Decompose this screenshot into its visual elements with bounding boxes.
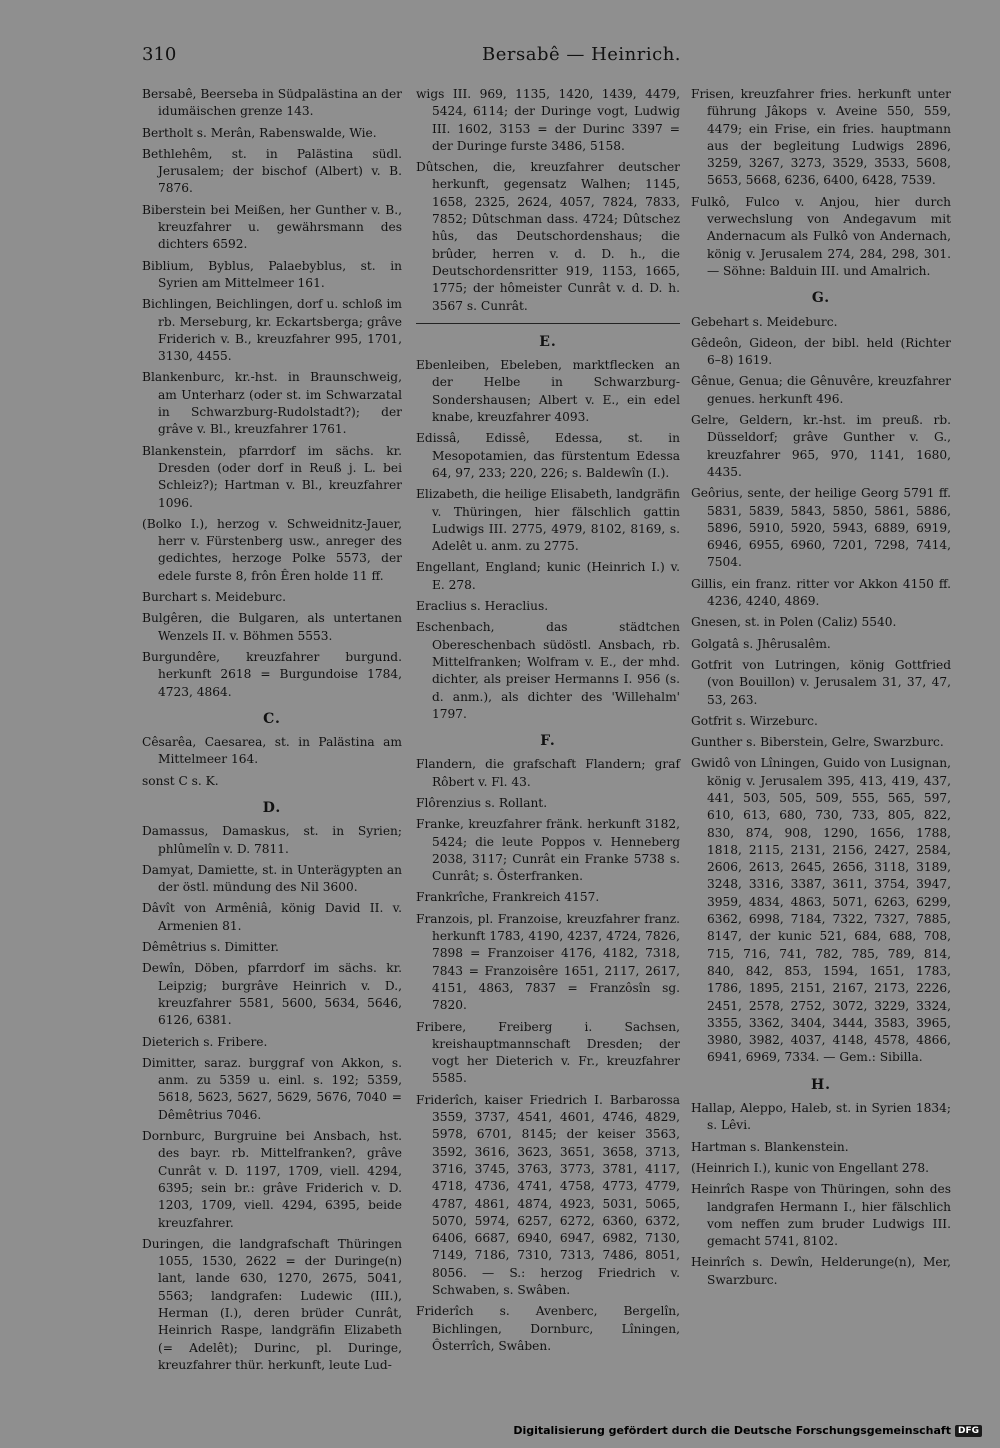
index-entry: Hartman s. Blankenstein. bbox=[691, 1139, 849, 1154]
funding-footer bbox=[513, 1424, 982, 1437]
index-entry: Bethlehêm, st. in Palästina südl. Jerusalem; der bischof (Albert) v. B. 7876. bbox=[142, 146, 402, 196]
index-entry: Ebenleiben, Ebeleben, marktflecken an der Helbe in Schwarzburg-Sondershausen; Albert v. E., ein edel knabe, kreuzfahrer 4093. bbox=[416, 358, 680, 425]
index-entry: Golgatâ s. Jhêrusalêm. bbox=[691, 636, 831, 651]
index-entry: Dâvît von Armêniâ, könig David II. v. Armenien 81. bbox=[142, 901, 402, 933]
section-letter-h: H. bbox=[810, 1076, 832, 1093]
section-letter-c: C. bbox=[263, 710, 281, 727]
index-entry: Flandern, die grafschaft Flandern; graf Rôbert v. Fl. 43. bbox=[416, 757, 680, 789]
index-entry: Bichlingen, Beichlingen, dorf u. schloß im rb. Merseburg, kr. Eckartsberga; grâve Friderich v. B., kreuzfahrer 995, 1701, 3130, 4455. bbox=[142, 297, 402, 364]
index-entry: Frankrîche, Frankreich 4157. bbox=[416, 890, 600, 905]
index-entry: Geôrius, sente, der heilige Georg 5791 ff. 5831, 5839, 5843, 5850, 5861, 5886, 5896, 5910, 5920, 5943, 6889, 6919, 6946, 6955, 6960, 7201, 7298, 7414, 7504. bbox=[691, 486, 951, 570]
index-entry: Edissâ, Edissê, Edessa, st. in Mesopotamien, das fürstentum Edessa 64, 97, 233; 220, 226; s. Baldewîn (I.). bbox=[416, 431, 680, 480]
index-entry: Gunther s. Biberstein, Gelre, Swarzburc. bbox=[691, 735, 944, 750]
section-letter-d: D. bbox=[262, 799, 282, 816]
index-entry: Bersabê, Beerseba in Südpalästina an der idumäischen grenze 143. bbox=[142, 87, 402, 119]
index-entry: Flôrenzius s. Rollant. bbox=[416, 795, 548, 810]
index-entry: Biberstein bei Meißen, her Gunther v. B., kreuzfahrer u. gewährsmann des dichters 6592. bbox=[142, 202, 402, 252]
index-entry: Gotfrit s. Wirzeburc. bbox=[691, 713, 818, 728]
index-entry: Franzois, pl. Franzoise, kreuzfahrer franz. herkunft 1783, 4190, 4237, 4724, 7826, 7898 = Franzoiser 4176, 4182, 7318, 7843 = Franzoisêre 1651, 2117, 2617, 4151, 4863, 7837 = Franzôsîn sg. 7820. bbox=[416, 911, 680, 1013]
index-entry: Dêmêtrius s. Dimitter. bbox=[142, 940, 279, 955]
index-entry: Biblium, Byblus, Palaebyblus, st. in Syrien am Mittelmeer 161. bbox=[142, 258, 402, 290]
index-entry: Damassus, Damaskus, st. in Syrien; phlûmelîn v. D. 7811. bbox=[142, 824, 402, 856]
index-entry: Eraclius s. Heraclius. bbox=[416, 599, 549, 614]
column-3 bbox=[691, 86, 951, 1293]
index-entry: Gwidô von Lîningen, Guido von Lusignan, könig v. Jerusalem 395, 413, 419, 437, 441, 503, 505, 509, 555, 565, 597, 610, 613, 680, 730, 733, 805, 822, 830, 874, 908, 1290, 1656, 1788, 1818, 2115, 2131, 2156, 2427, 2584, 2606, 2613, 2645, 2656, 3118, 3189, 3248, 3316, 3387, 3611, 3754, 3947, 3959, 4834, 4863, 5071, 6263, 6299, 6362, 6998, 7184, 7322, 7327, 7885, 8147, der kunic 521, 684, 688, 708, 715, 716, 741, 782, 785, 789, 814, 840, 842, 853, 1594, 1651, 1783, 1786, 1895, 2151, 2167, 2173, 2226, 2451, 2578, 2752, 3072, 3229, 3324, 3355, 3362, 3404, 3444, 3583, 3965, 3980, 3982, 4037, 4148, 4578, 4866, 6941, 6969, 7334. — Gem.: Sibilla. bbox=[691, 756, 951, 1065]
index-entry: Fribere, Freiberg i. Sachsen, kreishauptmannschaft Dresden; der vogt her Dieterich v. Fr., kreuzfahrer 5585. bbox=[416, 1019, 680, 1086]
index-entry: Dornburc, Burgruine bei Ansbach, hst. des bayr. rb. Mittelfranken?, grâve Cunrât v. D. 1197, 1709, viell. 4294, 6395; sein br.: grâve Friderich v. D. 1203, 1709, viell. 4294, 6395, beide kreuzfahrer. bbox=[142, 1129, 402, 1230]
index-entry: Frisen, kreuzfahrer fries. herkunft unter führung Jâkops v. Aveine 550, 559, 4479; ein Frise, ein fries. hauptmann aus der begleitung Ludwigs 2896, 3259, 3267, 3273, 3529, 3533, 5608, 5653, 5668, 6236, 6400, 6428, 7539. bbox=[691, 87, 951, 188]
index-entry: Bertholt s. Merân, Rabenswalde, Wie. bbox=[142, 125, 377, 140]
funding-text: Digitalisierung gefördert durch die Deutsche Forschungsgemeinschaft bbox=[513, 1424, 951, 1437]
running-head: Bersabê — Heinrich. bbox=[482, 44, 682, 65]
index-entry: Burgundêre, kreuzfahrer burgund. herkunft 2618 = Burgundoise 1784, 4723, 4864. bbox=[142, 649, 402, 699]
index-entry: Duringen, die landgrafschaft Thüringen 1055, 1530, 2622 = der Duringe(n) lant, lande 630, 1270, 2675, 5041, 5563; landgrafen: Ludewic (III.), Herman (I.), deren brüder Cunrât, Heinrich Raspe, landgräfin Elizabeth (= Adelêt); Durinc, pl. Duringe, kreuzfahrer thür. herkunft, leute Lud- bbox=[142, 1236, 402, 1372]
index-entry: Elizabeth, die heilige Elisabeth, landgräfin v. Thüringen, hier fälschlich gattin Ludwigs III. 2775, 4979, 8102, 8169, s. Adelêt u. anm. zu 2775. bbox=[416, 487, 680, 554]
index-entry: Damyat, Damiette, st. in Unterägypten an der östl. mündung des Nil 3600. bbox=[142, 862, 402, 895]
index-entry: Gebehart s. Meideburc. bbox=[691, 314, 838, 329]
index-entry: (Heinrich I.), kunic von Engellant 278. bbox=[691, 1160, 930, 1175]
index-entry: Gelre, Geldern, kr.-hst. im preuß. rb. Düsseldorf; grâve Gunther v. G., kreuzfahrer 965, 970, 1141, 1680, 4435. bbox=[691, 413, 951, 479]
index-entry: Burchart s. Meideburc. bbox=[142, 590, 286, 605]
index-entry: Gênue, Genua; die Gênuvêre, kreuzfahrer genues. herkunft 496. bbox=[691, 374, 951, 406]
index-entry: Gêdeôn, Gideon, der bibl. held (Richter 6–8) 1619. bbox=[691, 335, 951, 368]
index-entry: Gnesen, st. in Polen (Caliz) 5540. bbox=[691, 615, 897, 630]
index-entry: Bulgêren, die Bulgaren, als untertanen Wenzels II. v. Böhmen 5553. bbox=[142, 611, 402, 643]
index-entry: Friderîch s. Avenberc, Bergelîn, Bichlingen, Dornburc, Lîningen, Ôsterrîch, Swâben. bbox=[416, 1304, 680, 1353]
index-entry: Heinrîch s. Dewîn, Helderunge(n), Mer, Swarzburc. bbox=[691, 1255, 951, 1287]
column-1 bbox=[142, 86, 402, 1378]
index-entry: sonst C s. K. bbox=[142, 773, 219, 788]
index-entry: Eschenbach, das städtchen Obereschenbach südöstl. Ansbach, rb. Mittelfranken; Wolfram v. E., der mhd. dichter, als preiser Hermanns I. 956 (s. d. anm.), als dichter des 'Willehalm' 1797. bbox=[416, 620, 680, 721]
index-entry: Dieterich s. Fribere. bbox=[142, 1034, 268, 1049]
index-entry: Friderîch, kaiser Friedrich I. Barbarossa 3559, 3737, 4541, 4601, 4746, 4829, 5978, 6701, 8145; der keiser 3563, 3592, 3616, 3623, 3651, 3658, 3713, 3716, 3745, 3763, 3773, 3781, 4117, 4718, 4736, 4741, 4758, 4773, 4779, 4787, 4861, 4874, 4923, 5031, 5065, 5070, 5974, 6257, 6272, 6360, 6372, 6406, 6687, 6940, 6947, 6982, 7130, 7149, 7186, 7310, 7313, 7486, 8051, 8056. — S.: herzog Friedrich v. Schwaben, s. Swâben. bbox=[416, 1092, 680, 1297]
page-number: 310 bbox=[142, 44, 177, 65]
section-letter-f: F. bbox=[540, 733, 556, 750]
index-entry: Dimitter, saraz. burggraf von Akkon, s. anm. zu 5359 u. einl. s. 192; 5359, 5618, 5623, 5627, 5629, 5676, 7040 = Dêmêtrius 7046. bbox=[142, 1055, 402, 1122]
index-entry: Gotfrit von Lutringen, könig Gottfried (von Bouillon) v. Jerusalem 31, 37, 47, 53, 263. bbox=[691, 657, 951, 707]
column-2 bbox=[416, 86, 680, 1359]
index-entry: Hallap, Aleppo, Haleb, st. in Syrien 1834; s. Lêvi. bbox=[691, 1101, 951, 1133]
index-entry: Fulkô, Fulco v. Anjou, hier durch verwechslung von Andegavum mit Andernacum als Fulkô von Andernach, könig v. Jerusalem 274, 284, 298, 301. — Söhne: Balduin III. und Amalrich. bbox=[691, 194, 951, 278]
index-entry: Blankenburc, kr.-hst. in Braunschweig, am Unterharz (oder st. im Schwarzatal in Schwarzburg-Rudolstadt?); der grâve v. Bl., kreuzfahrer 1761. bbox=[142, 370, 402, 437]
index-entry: (Bolko I.), herzog v. Schweidnitz-Jauer, herr v. Fürstenberg usw., anreger des gedichtes, herzoge Polke 5573, der edele furste 8, frôn Êren holde 11 ff. bbox=[142, 516, 402, 583]
index-entry: Engellant, England; kunic (Heinrich I.) v. E. 278. bbox=[416, 560, 680, 592]
index-entry: Franke, kreuzfahrer fränk. herkunft 3182, 5424; die leute Poppos v. Henneberg 2038, 3117; Cunrât ein Franke 5738 s. Cunrât; s. Ôsterfranken. bbox=[416, 817, 680, 884]
section-letter-e: E. bbox=[539, 333, 557, 350]
page-header bbox=[142, 44, 950, 70]
index-entry: Blankenstein, pfarrdorf im sächs. kr. Dresden (oder dorf in Reuß j. L. bei Schleiz?); Hartman v. Bl., kreuzfahrer 1096. bbox=[142, 443, 402, 510]
section-letter-g: G. bbox=[811, 290, 831, 307]
index-entry: Gillis, ein franz. ritter vor Akkon 4150 ff. 4236, 4240, 4869. bbox=[691, 576, 951, 609]
index-entry: Cêsarêa, Caesarea, st. in Palästina am Mittelmeer 164. bbox=[142, 735, 402, 767]
index-entry: Heinrîch Raspe von Thüringen, sohn des landgrafen Hermann I., hier fälschlich vom neffen zum bruder Ludwigs III. gemacht 5741, 8102. bbox=[691, 1182, 951, 1249]
index-entry: wigs III. 969, 1135, 1420, 1439, 4479, 5424, 6114; der Duringe vogt, Ludwig III. 1602, 3153 = der Durinc 3397 = der Duringe furste 3486, 5158. bbox=[416, 87, 680, 153]
index-entry: Dewîn, Döben, pfarrdorf im sächs. kr. Leipzig; burgrâve Heinrich v. D., kreuzfahrer 5581, 5600, 5634, 5646, 6126, 6381. bbox=[142, 961, 402, 1028]
divider bbox=[416, 323, 680, 324]
dfg-logo: DFG bbox=[955, 1425, 982, 1437]
index-entry: Dûtschen, die, kreuzfahrer deutscher herkunft, gegensatz Walhen; 1145, 1658, 2325, 2624, 4057, 7824, 7833, 7852; Dûtschman dass. 4724; Dûtschez hûs, das Deutschordenshaus; die brûder, herren v. d. D. h., die Deutschordensritter 919, 1153, 1665, 1775; der hômeister Cunrât v. d. D. h. 3567 s. Cunrât. bbox=[416, 160, 680, 313]
